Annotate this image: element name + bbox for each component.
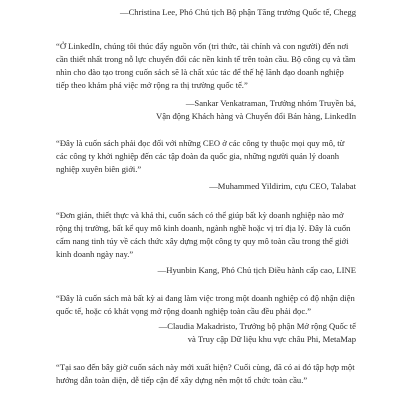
- attribution-hyunbin-kang: [158, 264, 356, 277]
- attribution-line: và Truy cập Dữ liệu khu vực châu Phi, MetaMap: [187, 334, 356, 344]
- quote-talabat: “Đây là cuốn sách phải đọc đối với những CEO ở các công ty thuộc mọi quy mô, từ các công ty khởi nghiệp đến các tập đoàn đa quốc gia, những người quản lý doanh nghiệp xuyên biên giới.”: [56, 138, 345, 174]
- attribution-line: —Christina Lee, Phó Chủ tịch Bộ phận Tăng trưởng Quốc tế, Chegg: [119, 7, 356, 17]
- quote-why-now: “Tại sao đến bây giờ cuốn sách này mới xuất hiện? Cuối cùng, đã có ai đó tập hợp một hướng dẫn toàn diện, dễ tiếp cận để xây dựng nên một tổ chức toàn cầu.”: [56, 362, 355, 385]
- attribution-claudia-makadristo: [159, 320, 356, 346]
- attribution-line: —Hyunbin Kang, Phó Chủ tịch Điều hành cấp cao, LINE: [157, 265, 356, 275]
- attribution-line: —Claudia Makadristo, Trưởng bộ phận Mở rộng Quốc tế: [158, 321, 356, 331]
- attribution-muhammed-yildirim: [209, 180, 356, 193]
- quote-line: “Đơn giản, thiết thực và khả thi, cuốn sách có thể giúp bất kỳ doanh nghiệp nào mở rộng thị trường, bất kể quy mô kinh doanh, ngành nghề hoặc vị trí địa lý. Đây là cuốn cẩm nang tinh túy về cách thức xây dựng một công ty quy mô toàn cầu trong thế giới kinh doanh ngày nay.”: [56, 210, 351, 259]
- quote-linkedin: “Ở LinkedIn, chúng tôi thúc đẩy nguồn vốn (tri thức, tài chính và con người) đến nơi cần thiết nhất trong nỗ lực chuyển đổi các nền kinh tế trên toàn cầu. Bộ công cụ và tầm nhìn cho đào tạo trong cuốn sách sẽ là chất xúc tác để thế hệ lãnh đạo doanh nghiệp tiếp theo khám phá việc mở rộng ra thị trường quốc tế.”: [56, 41, 356, 90]
- attribution-line: —Sankar Venkatraman, Trưởng nhóm Truyền bá,: [185, 98, 356, 108]
- attribution-line: Vận động Khách hàng và Chuyển đổi Bán hàng, LinkedIn: [156, 111, 356, 121]
- quote-metamap: “Đây là cuốn sách mà bất kỳ ai đang làm việc trong một doanh nghiệp có độ nhận diện quốc tế, hoặc có khát vọng mở rộng doanh nghiệp toàn cầu đều phải đọc.”: [56, 293, 355, 316]
- attribution-line: —Muhammed Yildirim, cựu CEO, Talabat: [209, 181, 356, 191]
- attribution-christina-lee: [120, 6, 356, 19]
- attribution-sankar-venkatraman: [156, 97, 356, 123]
